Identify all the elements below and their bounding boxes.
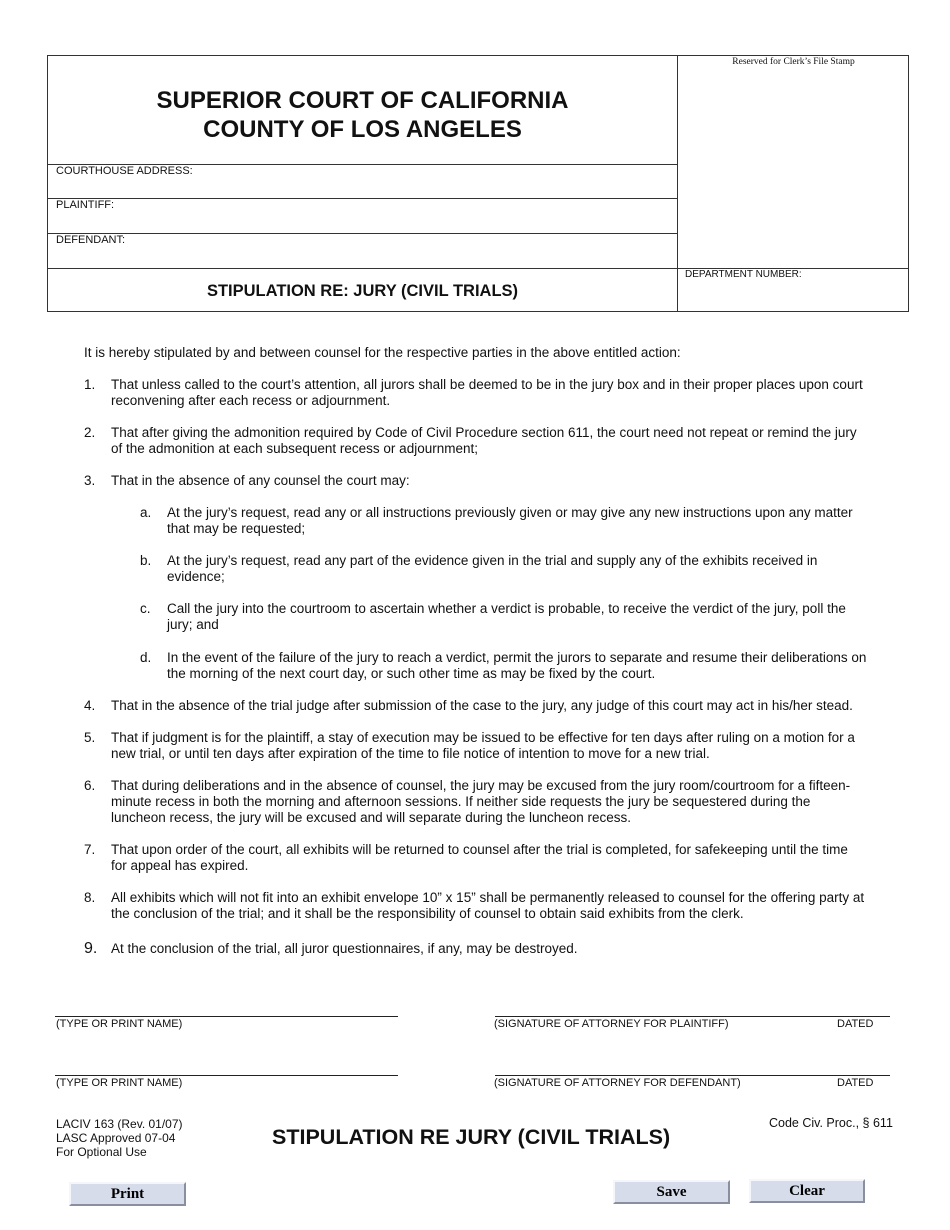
item-text: That if judgment is for the plaintiff, a stay of execution may be issued to be effective for ten days after ruling on a motion for a — [111, 730, 855, 745]
item-number: 6. — [84, 778, 96, 793]
item-text: new trial, or until ten days after expiration of the time to file notice of intention to move for a new trial. — [111, 746, 710, 761]
dated-label: DATED — [837, 1077, 874, 1089]
signature-line-plaintiff[interactable] — [495, 1016, 890, 1017]
form-usage: For Optional Use — [56, 1145, 147, 1159]
item-text: All exhibits which will not fit into an exhibit envelope 10” x 15” shall be permanently released to counsel for the offering party at — [111, 890, 865, 905]
court-name — [48, 86, 677, 144]
item-text: reconvening after each recess or adjournment. — [111, 393, 391, 408]
item-number: 5. — [84, 730, 96, 745]
item-number: 4. — [84, 698, 96, 713]
item-number: 3. — [84, 473, 96, 488]
department-number-field[interactable]: DEPARTMENT NUMBER: — [685, 269, 802, 280]
sub-item-text: jury; and — [167, 617, 219, 632]
type-print-name-label: (TYPE OR PRINT NAME) — [56, 1077, 183, 1089]
item-text: That after giving the admonition required by Code of Civil Procedure section 611, the court need not repeat or remind the jury — [111, 425, 857, 440]
item-text: That during deliberations and in the absence of counsel, the jury may be excused from the jury room/courtroom for a fifteen- — [111, 778, 851, 793]
intro-text: It is hereby stipulated by and between counsel for the respective parties in the above entitled action: — [84, 345, 681, 360]
item-text: At the conclusion of the trial, all juror questionnaires, if any, may be destroyed. — [111, 941, 578, 956]
item-text: That in the absence of the trial judge after submission of the case to the jury, any judge of this court may act in his/her stead. — [111, 698, 853, 713]
item-number: 7. — [84, 842, 96, 857]
sub-item-text: evidence; — [167, 569, 225, 584]
form-id-block — [56, 1117, 183, 1159]
sub-item-text: Call the jury into the courtroom to ascertain whether a verdict is probable, to receive the verdict of the jury, poll the — [167, 601, 846, 616]
defendant-field[interactable]: DEFENDANT: — [56, 234, 126, 246]
sub-item-text: that may be requested; — [167, 521, 306, 536]
clear-button[interactable]: Clear — [749, 1179, 865, 1203]
signature-line-defendant[interactable] — [495, 1075, 890, 1076]
name-line-plaintiff[interactable] — [55, 1016, 398, 1017]
sub-item-text: the morning of the next court day, or such other time as may be fixed by the court. — [167, 666, 656, 681]
court-name-line2: COUNTY OF LOS ANGELES — [203, 116, 522, 143]
sub-item-letter: d. — [140, 650, 152, 665]
court-name-line1: SUPERIOR COURT OF CALIFORNIA — [156, 87, 569, 114]
save-button[interactable]: Save — [613, 1180, 730, 1204]
plaintiff-field[interactable]: PLAINTIFF: — [56, 199, 115, 211]
caption-box — [47, 55, 909, 312]
form-id: LACIV 163 (Rev. 01/07) — [56, 1117, 183, 1131]
sub-item-letter: b. — [140, 553, 152, 568]
signature-plaintiff-label: (SIGNATURE OF ATTORNEY FOR PLAINTIFF) — [494, 1018, 729, 1030]
code-reference: Code Civ. Proc., § 611 — [769, 1116, 893, 1130]
caption-divider — [677, 56, 678, 311]
item-number: 8. — [84, 890, 96, 905]
type-print-name-label: (TYPE OR PRINT NAME) — [56, 1018, 183, 1030]
sub-item-letter: c. — [140, 601, 151, 616]
item-text: luncheon recess, the jury will be excused and will separate during the luncheon recess. — [111, 810, 632, 825]
rule — [48, 233, 677, 234]
item-text: That unless called to the court’s attention, all jurors shall be deemed to be in the jury box and in their proper places upon court — [111, 377, 863, 392]
courthouse-address-field[interactable]: COURTHOUSE ADDRESS: — [56, 165, 193, 177]
sub-item-text: At the jury’s request, read any part of the evidence given in the trial and supply any of the exhibits received in — [167, 553, 818, 568]
item-number: 1. — [84, 377, 96, 392]
print-button[interactable]: Print — [69, 1182, 186, 1206]
item-text: for appeal has expired. — [111, 858, 249, 873]
sub-item-text: At the jury’s request, read any or all instructions previously given or may give any new instructions upon any matter — [167, 505, 853, 520]
item-text: That upon order of the court, all exhibits will be returned to counsel after the trial is completed, for safekeeping until the time — [111, 842, 848, 857]
signature-defendant-label: (SIGNATURE OF ATTORNEY FOR DEFENDANT) — [494, 1077, 741, 1089]
item-text: minute recess in both the morning and afternoon sessions. If neither side requests the jury be sequestered during the — [111, 794, 811, 809]
item-number: 2. — [84, 425, 96, 440]
item-text: That in the absence of any counsel the court may: — [111, 473, 410, 488]
footer-title: STIPULATION RE JURY (CIVIL TRIALS) — [272, 1125, 671, 1149]
item-number: 9. — [84, 940, 98, 957]
name-line-defendant[interactable] — [55, 1075, 398, 1076]
form-title: STIPULATION RE: JURY (CIVIL TRIALS) — [206, 282, 519, 300]
item-text: of the admonition at each subsequent recess or adjournment; — [111, 441, 478, 456]
rule — [48, 198, 677, 199]
item-text: the conclusion of the trial; and it shall be the responsibility of counsel to obtain said exhibits from the clerk. — [111, 906, 744, 921]
sub-item-letter: a. — [140, 505, 152, 520]
dated-label: DATED — [837, 1018, 874, 1030]
clerk-stamp-label: Reserved for Clerk’s File Stamp — [732, 57, 855, 67]
form-approval: LASC Approved 07-04 — [56, 1131, 176, 1145]
sub-item-text: In the event of the failure of the jury to reach a verdict, permit the jurors to separate and resume their deliberations on — [167, 650, 867, 665]
